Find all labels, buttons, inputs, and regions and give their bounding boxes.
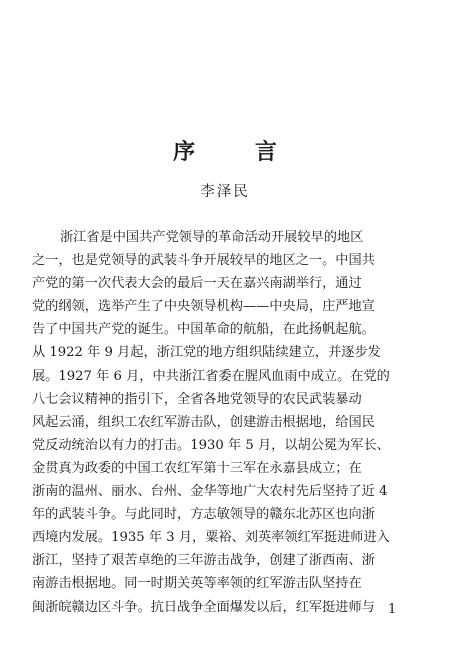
preface-body — [32, 226, 420, 619]
author-name: 李泽民 — [200, 184, 250, 200]
text-line: 党反动统治以有力的打击。1930 年 5 月，以胡公冕为军长、 — [32, 437, 390, 453]
text-line: 告了中国共产党的诞生。中国革命的航船，在此扬帆起航。 — [32, 322, 375, 338]
text-line: 浙江省是中国共产党领导的革命活动开展较早的地区 — [60, 230, 364, 245]
text-line: 八七会议精神的指引下，全省各地党领导的农民武装暴动 — [32, 391, 362, 407]
page-title: 序 言 — [173, 139, 303, 165]
text-line: 党的纲领，选举产生了中央领导机构——中央局，庄严地宣 — [32, 299, 375, 315]
text-line: 之一，也是党领导的武装斗争开展较早的地区之一。中国共 — [32, 253, 375, 269]
page-number: 1 — [388, 602, 397, 617]
text-line: 浙江，坚持了艰苦卓绝的三年游击战争，创建了浙西南、浙 — [32, 553, 375, 569]
text-line: 浙南的温州、丽水、台州、金华等地广大农村先后坚持了近 4 — [32, 484, 388, 500]
text-line: 年的武装斗争。与此同时，方志敏领导的赣东北苏区也向浙 — [32, 507, 375, 523]
text-line: 西境内发展。1935 年 3 月，粟裕、刘英率领红军挺进师进入 — [32, 530, 390, 546]
text-line: 南游击根据地。同一时期关英等率领的红军游击队坚持在 — [32, 576, 362, 592]
text-line: 产党的第一次代表大会的最后一天在嘉兴南湖举行，通过 — [32, 276, 362, 292]
text-line: 展。1927 年 6 月，中共浙江省委在腥风血雨中成立。在党的 — [32, 368, 390, 384]
text-line: 闽浙皖赣边区斗争。抗日战争全面爆发以后，红军挺进师与 — [32, 599, 375, 615]
text-line: 从 1922 年 9 月起，浙江党的地方组织陆续建立，并逐步发 — [32, 345, 381, 361]
text-line: 风起云涌，组织工农红军游击队，创建游击根据地，给国民 — [32, 414, 375, 430]
text-line: 金贯真为政委的中国工农红军第十三军在永嘉县成立；在 — [32, 460, 362, 476]
